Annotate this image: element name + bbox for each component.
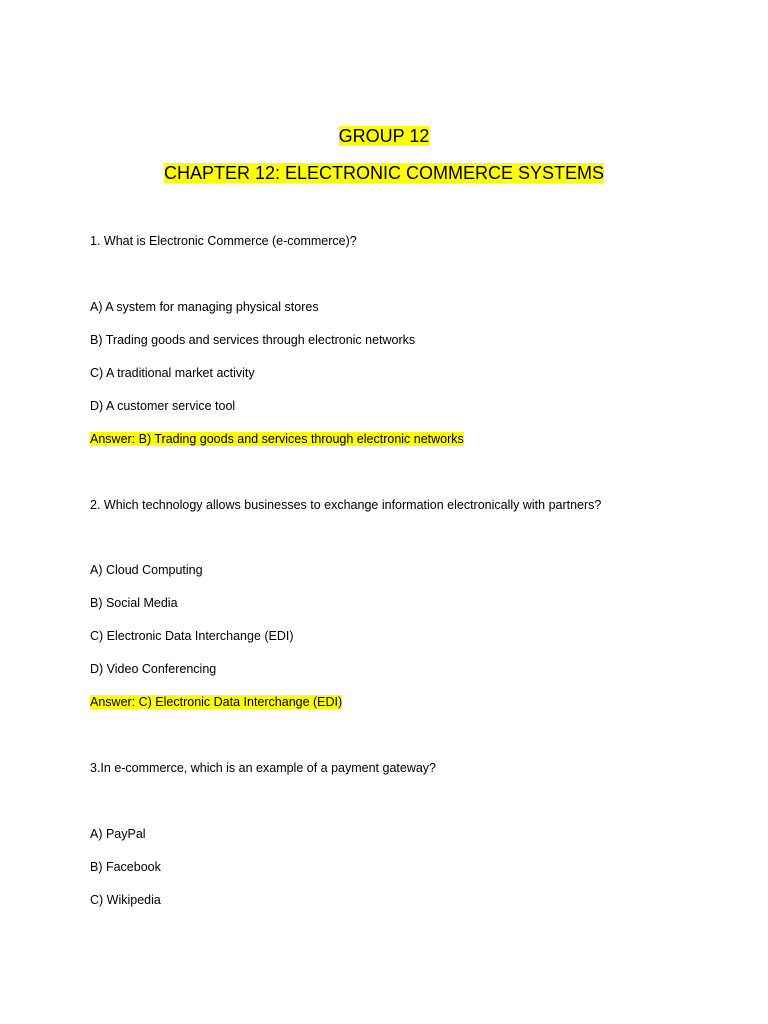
- question-1: 1. What is Electronic Commerce (e-commerce)?: [90, 234, 357, 248]
- question-1-option-c: C) A traditional market activity: [90, 366, 255, 380]
- question-3: 3.In e-commerce, which is an example of a payment gateway?: [90, 761, 437, 775]
- question-2-option-b: B) Social Media: [90, 596, 178, 610]
- question-2-option-a: A) Cloud Computing: [90, 563, 203, 577]
- question-2-answer: [90, 694, 342, 710]
- question-1-option-a: A) A system for managing physical stores: [90, 300, 319, 314]
- question-3-option-a: A) PayPal: [90, 827, 146, 841]
- question-2-option-c: C) Electronic Data Interchange (EDI): [90, 629, 294, 643]
- question-3-option-c: C) Wikipedia: [90, 893, 161, 907]
- question-1-option-d: D) A customer service tool: [90, 399, 236, 413]
- question-2: 2. Which technology allows businesses to exchange information electronically with partners?: [90, 498, 602, 512]
- question-2-option-d: D) Video Conferencing: [90, 662, 217, 676]
- chapter-title-text: CHAPTER 12: ELECTRONIC COMMERCE SYSTEMS: [163, 163, 605, 183]
- chapter-title: [0, 162, 768, 184]
- question-1-answer-text: Answer: B) Trading goods and services through electronic networks: [90, 432, 464, 446]
- group-title: [0, 125, 768, 147]
- question-1-answer: [90, 431, 464, 447]
- group-title-text: GROUP 12: [338, 126, 430, 146]
- question-1-option-b: B) Trading goods and services through electronic networks: [90, 333, 416, 347]
- question-2-answer-text: Answer: C) Electronic Data Interchange (EDI): [90, 695, 343, 709]
- question-3-option-b: B) Facebook: [90, 860, 161, 874]
